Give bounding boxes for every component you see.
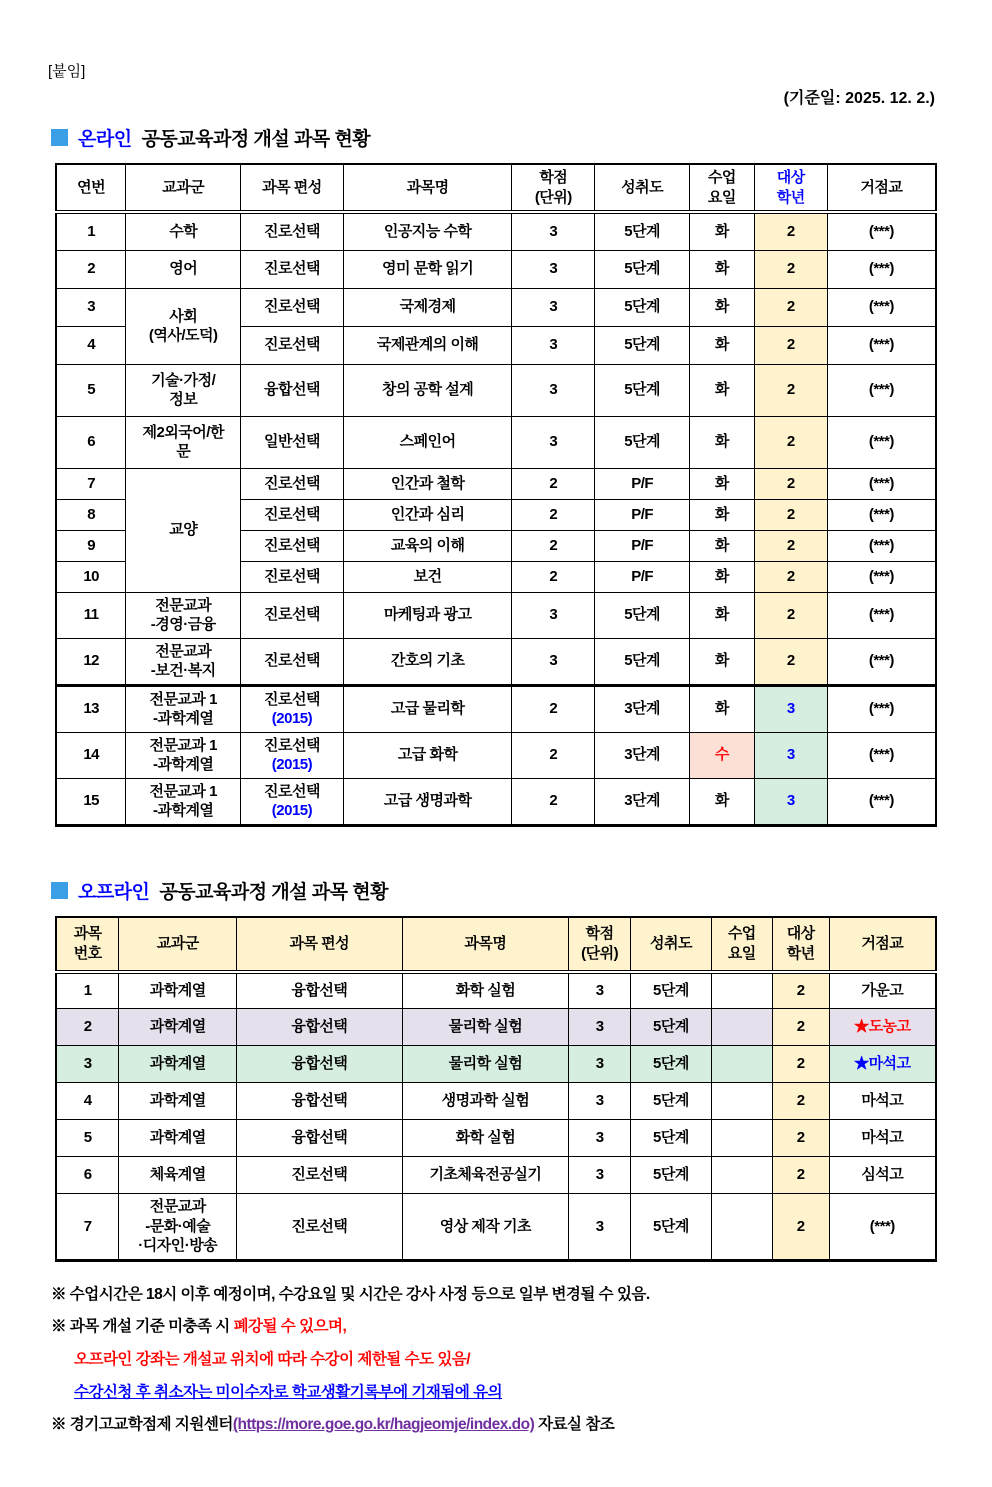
table-cell: 과학계열 [119,1046,237,1083]
column-header: 학점 (단위) [512,164,595,212]
table-cell: 5 [56,364,126,416]
table-cell: 3 [754,732,827,778]
table-row [56,468,936,499]
column-header: 과목 번호 [56,917,119,972]
table-cell: 진로선택 [241,499,344,530]
table-cell: 진로선택 [237,1194,403,1261]
table-cell: 5단계 [595,364,690,416]
table-cell: 기초체육전공실기 [402,1157,569,1194]
table-cell: (***) [827,468,936,499]
table-cell: ★도농고 [829,1009,936,1046]
table-cell: 5단계 [595,638,690,685]
table-cell: 영어 [126,250,241,288]
table-cell: 3단계 [595,732,690,778]
column-header: 연번 [56,164,126,212]
table-cell: 진로선택 [241,638,344,685]
table-cell: 융합선택 [241,364,344,416]
table-cell: 교양 [126,468,241,592]
table-cell: 5단계 [631,1157,712,1194]
table-cell: 2 [754,212,827,250]
table-cell [711,1046,772,1083]
table-cell: 14 [56,732,126,778]
table-cell: 과학계열 [119,972,237,1009]
table-cell: 5단계 [595,212,690,250]
table-cell: 2 [772,1046,829,1083]
table-cell: 2 [772,1009,829,1046]
table-cell: 수학 [126,212,241,250]
table-cell: 2 [772,1194,829,1261]
table-cell: P/F [595,561,690,592]
table-cell: 5단계 [595,592,690,638]
table-row [56,592,936,638]
table-cell: 마석고 [829,1083,936,1120]
column-header: 과목명 [343,164,512,212]
table-cell: 2 [754,364,827,416]
table-cell: 3 [569,1194,631,1261]
column-header: 교과군 [119,917,237,972]
table-cell: 화 [690,638,755,685]
offline-section-title [51,877,937,904]
table-cell: 3 [569,1120,631,1157]
table-row [56,638,936,685]
table-row [56,1120,936,1157]
table-cell: 3 [56,288,126,326]
table-cell: 1 [56,212,126,250]
table-cell: 5단계 [595,250,690,288]
section-bullet-icon [51,882,68,899]
table-cell: 창의 공학 설계 [343,364,512,416]
table-cell: 2 [754,468,827,499]
table-cell: 심석고 [829,1157,936,1194]
table-cell [711,1009,772,1046]
table-cell: 10 [56,561,126,592]
footnote-text: ※ 과목 개설 기준 미충족 시 [51,1318,234,1336]
table-cell: 보건 [343,561,512,592]
table-cell: 진로선택 (2015) [241,732,344,778]
header-row [56,917,936,972]
table-cell: 4 [56,1083,119,1120]
table-cell: 5단계 [631,972,712,1009]
table-cell: 5단계 [595,288,690,326]
table-cell: 5단계 [631,1046,712,1083]
attachment-label: [붙임] [48,63,86,80]
table-cell: 2 [512,468,595,499]
table-cell: 화학 실험 [402,972,569,1009]
table-cell: 5 [56,1120,119,1157]
table-cell: 간호의 기초 [343,638,512,685]
table-cell: 2 [56,1009,119,1046]
table-cell: 1 [56,972,119,1009]
table-cell [711,1194,772,1261]
table-cell: 인간과 철학 [343,468,512,499]
table-cell: (***) [827,561,936,592]
table-cell: 3 [569,1046,631,1083]
table-cell: 인공지능 수학 [343,212,512,250]
table-cell: (***) [827,250,936,288]
table-cell: 화 [690,561,755,592]
table-cell: 3 [569,1083,631,1120]
table-cell: 7 [56,468,126,499]
table-cell: 5단계 [595,326,690,364]
table-cell: 고급 물리학 [343,685,512,732]
table-cell: 체육계열 [119,1157,237,1194]
table-cell: 인간과 심리 [343,499,512,530]
table-cell: 교육의 이해 [343,530,512,561]
table-cell: 제2외국어/한 문 [126,416,241,468]
table-cell: 2 [754,416,827,468]
section-bullet-icon [51,129,68,146]
table-cell: 화 [690,416,755,468]
column-header: 대상 학년 [772,917,829,972]
table-cell: 화 [690,499,755,530]
table-cell [711,972,772,1009]
table-cell: (***) [827,638,936,685]
table-cell: 화 [690,530,755,561]
offline-title-keyword: 오프라인 [78,881,150,903]
table-cell: 진로선택 [241,326,344,364]
table-cell: 7 [56,1194,119,1261]
table-row [56,1194,936,1261]
table-cell: 13 [56,685,126,732]
table-cell: 11 [56,592,126,638]
table-cell: 15 [56,778,126,825]
table-cell: (***) [827,732,936,778]
table-cell: (***) [829,1194,936,1261]
table-cell: 진로선택 [237,1157,403,1194]
table-cell: 기술·가정/ 정보 [126,364,241,416]
footnote-text: 자료실 참조 [534,1416,615,1434]
table-row [56,685,936,732]
table-cell: 2 [754,592,827,638]
table-cell: 4 [56,326,126,364]
table-cell: 물리학 실험 [402,1046,569,1083]
table-cell: 진로선택 (2015) [241,778,344,825]
table-cell: 전문교과 1 -과학계열 [126,685,241,732]
table-cell: 사회 (역사/도덕) [126,288,241,364]
table-cell: 화 [690,250,755,288]
footnote [51,1382,937,1404]
table-cell: 융합선택 [237,972,403,1009]
column-header: 학점 (단위) [569,917,631,972]
table-cell: 3 [512,288,595,326]
column-header: 과목 편성 [241,164,344,212]
table-cell: 2 [512,732,595,778]
table-cell: 융합선택 [237,1046,403,1083]
table-cell: 융합선택 [237,1009,403,1046]
footnote [51,1284,937,1306]
column-header: 과목 편성 [237,917,403,972]
table-cell: 2 [56,250,126,288]
table-cell: 2 [512,561,595,592]
table-cell: 전문교과 -문화·예술 ·디자인·방송 [119,1194,237,1261]
table-cell: 융합선택 [237,1083,403,1120]
table-cell: 3 [512,212,595,250]
table-cell [711,1120,772,1157]
table-cell: 마케팅과 광고 [343,592,512,638]
table-cell: 2 [512,530,595,561]
table-cell: 영상 제작 기초 [402,1194,569,1261]
table-cell: 3 [512,250,595,288]
footnote [51,1316,937,1338]
table-cell: 과학계열 [119,1120,237,1157]
table-cell: 진로선택 [241,250,344,288]
table-cell [711,1083,772,1120]
table-cell: (***) [827,416,936,468]
table-cell: 국제관계의 이해 [343,326,512,364]
footnote-text: 수강신청 후 취소자는 미이수자로 학교생활기록부에 기재됨에 유의 [74,1383,503,1401]
table-cell: 화 [690,364,755,416]
table-cell: (***) [827,288,936,326]
table-cell: 수 [690,732,755,778]
footnote-text: ※ 경기고교학점제 지원센터 [51,1416,233,1434]
online-course-table [55,163,937,827]
table-cell: 진로선택 (2015) [241,685,344,732]
table-cell: 2 [512,685,595,732]
table-cell: (***) [827,778,936,825]
table-cell: 5단계 [631,1120,712,1157]
table-cell: 3 [569,1157,631,1194]
footnote [51,1349,937,1371]
footnote-text: 폐강될 수 있으며, [233,1318,347,1336]
online-title-text: 공동교육과정 개설 과목 현황 [141,129,371,150]
table-row [56,1046,936,1083]
table-cell: 전문교과 1 -과학계열 [126,732,241,778]
table-row [56,212,936,250]
table-cell: 3 [512,592,595,638]
column-header: 성취도 [631,917,712,972]
table-cell: 2 [512,778,595,825]
header-row [56,164,936,212]
table-cell: 생명과학 실험 [402,1083,569,1120]
table-cell: 3 [512,416,595,468]
table-row [56,972,936,1009]
table-cell: 스페인어 [343,416,512,468]
footnote [51,1414,937,1436]
table-cell: 9 [56,530,126,561]
table-cell: (***) [827,364,936,416]
table-cell: (***) [827,530,936,561]
table-row [56,416,936,468]
table-row [56,778,936,825]
column-header: 대상 학년 [754,164,827,212]
table-cell: 3 [754,778,827,825]
table-cell: 진로선택 [241,530,344,561]
table-row [56,1157,936,1194]
table-cell: 2 [754,530,827,561]
table-cell: 3단계 [595,778,690,825]
table-cell: 화 [690,778,755,825]
column-header: 거점교 [827,164,936,212]
table-row [56,250,936,288]
table-cell: 5단계 [595,416,690,468]
table-cell: 전문교과 -경영·금융 [126,592,241,638]
table-cell: 진로선택 [241,468,344,499]
table-cell: 국제경제 [343,288,512,326]
table-cell: 5단계 [631,1009,712,1046]
table-cell: 2 [512,499,595,530]
column-header: 성취도 [595,164,690,212]
offline-course-table [55,916,937,1262]
table-cell: (***) [827,212,936,250]
online-title-keyword: 온라인 [78,129,132,150]
table-cell: 고급 생명과학 [343,778,512,825]
column-header: 수업 요일 [711,917,772,972]
table-cell: 일반선택 [241,416,344,468]
table-cell: 화 [690,288,755,326]
column-header: 거점교 [829,917,936,972]
table-cell: 2 [754,499,827,530]
table-cell [711,1157,772,1194]
table-cell: 마석고 [829,1120,936,1157]
footnote-text: ※ 수업시간은 18시 이후 예정이며, 수강요일 및 시간은 강사 사정 등으로 일부 변경될 수 있음. [51,1285,650,1303]
table-cell: 화 [690,592,755,638]
table-cell: 2 [754,250,827,288]
table-cell: 화 [690,685,755,732]
table-cell: 2 [754,326,827,364]
table-row [56,288,936,326]
table-cell: 과학계열 [119,1009,237,1046]
table-cell: 8 [56,499,126,530]
table-cell: 화학 실험 [402,1120,569,1157]
table-cell: 화 [690,326,755,364]
table-cell: 진로선택 [241,592,344,638]
column-header: 수업 요일 [690,164,755,212]
online-section-title [51,124,937,151]
table-cell: 진로선택 [241,212,344,250]
table-cell: 2 [772,1120,829,1157]
table-cell: (***) [827,499,936,530]
table-cell: 화 [690,212,755,250]
offline-title-text: 공동교육과정 개설 과목 현황 [159,881,389,903]
table-cell: 과학계열 [119,1083,237,1120]
support-center-link[interactable]: (https://more.goe.go.kr/hagjeomje/index.do) [232,1416,535,1434]
table-cell: (***) [827,592,936,638]
table-cell: 전문교과 -보건·복지 [126,638,241,685]
table-cell: 3 [569,972,631,1009]
table-cell: 6 [56,1157,119,1194]
table-cell: 6 [56,416,126,468]
table-cell: (***) [827,685,936,732]
table-cell: 물리학 실험 [402,1009,569,1046]
table-cell: 2 [772,1083,829,1120]
table-cell: 12 [56,638,126,685]
table-cell: 전문교과 1 -과학계열 [126,778,241,825]
table-cell: 5단계 [631,1194,712,1261]
table-cell: 진로선택 [241,561,344,592]
table-row [56,1009,936,1046]
table-row [56,1083,936,1120]
table-cell: 3 [56,1046,119,1083]
table-cell: ★마석고 [829,1046,936,1083]
table-cell: (***) [827,326,936,364]
table-cell: 3 [569,1009,631,1046]
table-cell: P/F [595,530,690,561]
table-cell: 3 [512,364,595,416]
column-header: 교과군 [126,164,241,212]
table-cell: 3 [754,685,827,732]
table-cell: 영미 문학 읽기 [343,250,512,288]
table-cell: 3 [512,326,595,364]
table-cell: 2 [754,561,827,592]
reference-date: (기준일: 2025. 12. 2.) [783,90,935,107]
table-cell: 3단계 [595,685,690,732]
table-cell: 가운고 [829,972,936,1009]
table-cell: P/F [595,468,690,499]
table-row [56,732,936,778]
table-row [56,364,936,416]
table-cell: P/F [595,499,690,530]
table-cell: 화 [690,468,755,499]
table-cell: 2 [772,972,829,1009]
table-cell: 2 [754,288,827,326]
table-cell: 융합선택 [237,1120,403,1157]
table-cell: 3 [512,638,595,685]
table-cell: 고급 화학 [343,732,512,778]
table-cell: 진로선택 [241,288,344,326]
table-cell: 2 [754,638,827,685]
footnote-text: 오프라인 강좌는 개설교 위치에 따라 수강이 제한될 수도 있음/ [74,1350,471,1368]
column-header: 과목명 [402,917,569,972]
table-cell: 2 [772,1157,829,1194]
table-cell: 5단계 [631,1083,712,1120]
footnotes [51,1284,937,1436]
